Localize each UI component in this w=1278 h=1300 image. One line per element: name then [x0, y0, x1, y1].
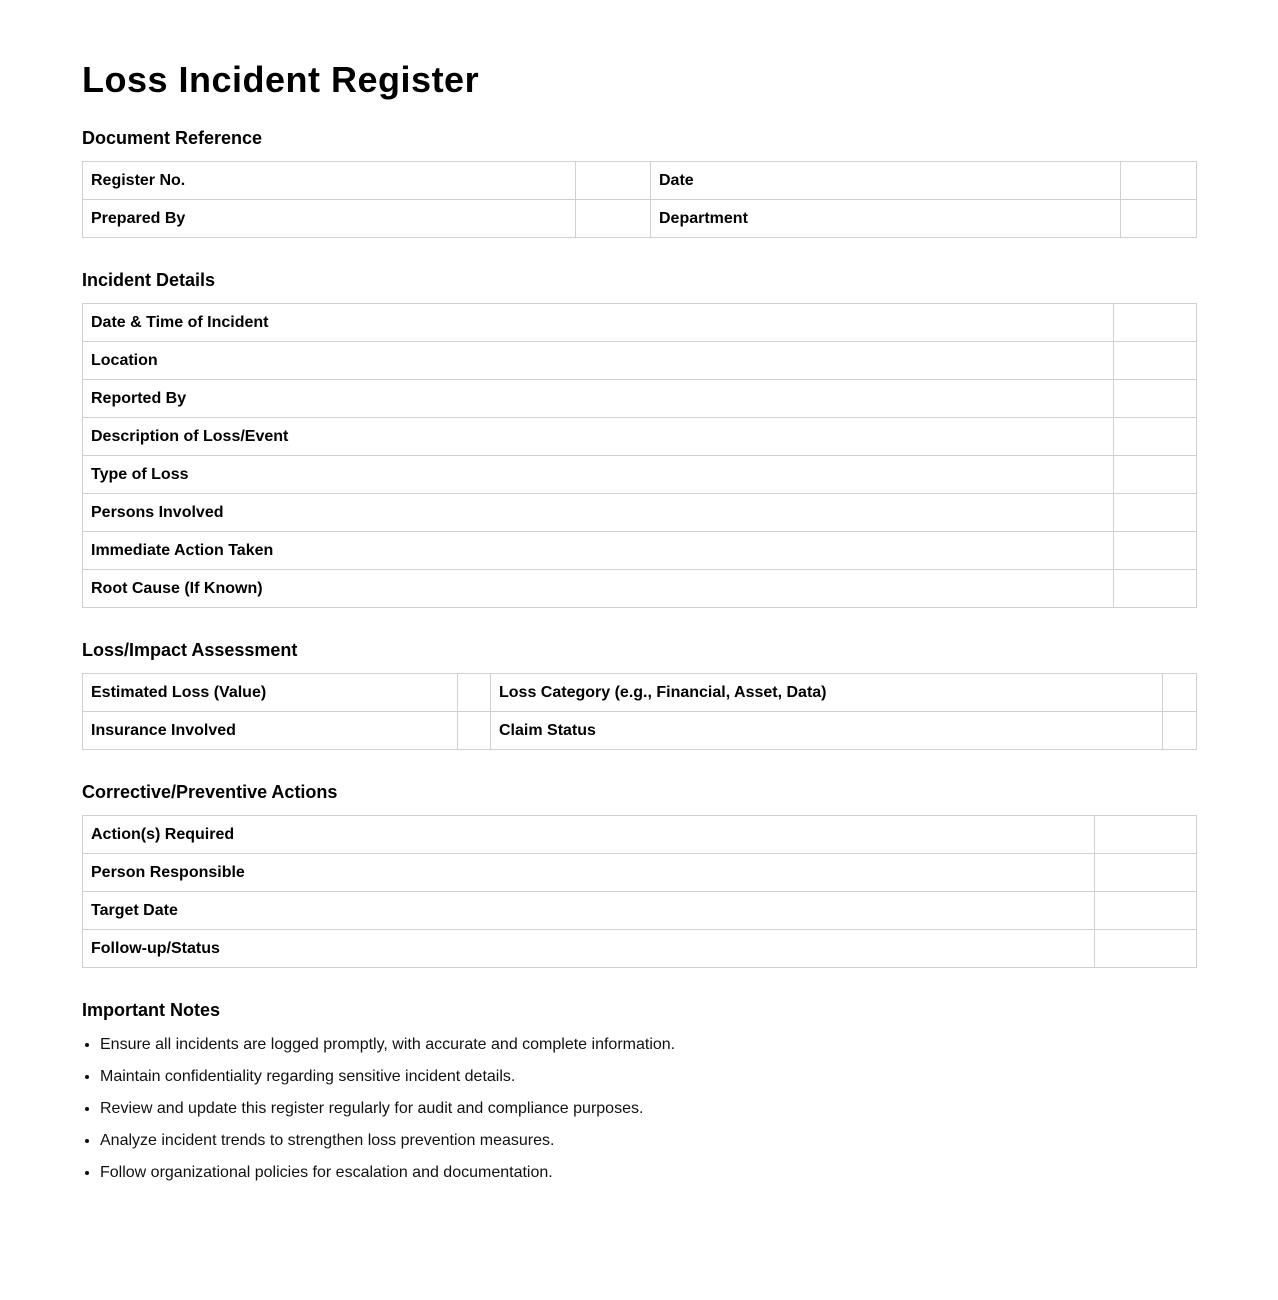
reference-table [82, 161, 1197, 238]
root-cause-field[interactable] [1114, 570, 1197, 608]
table-row [83, 380, 1197, 418]
field-label: Target Date [83, 892, 1095, 930]
table-row [83, 892, 1197, 930]
field-label: Type of Loss [83, 456, 1114, 494]
location-field[interactable] [1114, 342, 1197, 380]
table-row [83, 342, 1197, 380]
description-field[interactable] [1114, 418, 1197, 456]
table-row [83, 816, 1197, 854]
page-title: Loss Incident Register [82, 59, 480, 100]
table-row [83, 674, 1197, 712]
table-row [83, 570, 1197, 608]
table-row [83, 456, 1197, 494]
field-label: Date & Time of Incident [83, 304, 1114, 342]
person-responsible-field[interactable] [1095, 854, 1197, 892]
table-row [83, 200, 1197, 238]
follow-up-status-field[interactable] [1095, 930, 1197, 968]
prepared-by-field[interactable] [576, 200, 651, 238]
assessment-table [82, 673, 1197, 750]
table-row [83, 162, 1197, 200]
field-label: Reported By [83, 380, 1114, 418]
field-label: Insurance Involved [83, 712, 458, 750]
table-row [83, 854, 1197, 892]
field-label: Estimated Loss (Value) [83, 674, 458, 712]
field-label: Department [651, 200, 1121, 238]
field-label: Location [83, 342, 1114, 380]
department-field[interactable] [1121, 200, 1197, 238]
field-label: Root Cause (If Known) [83, 570, 1114, 608]
section-heading-assessment: Loss/Impact Assessment [82, 640, 298, 660]
field-label: Person Responsible [83, 854, 1095, 892]
table-row [83, 930, 1197, 968]
actions-required-field[interactable] [1095, 816, 1197, 854]
field-label: Persons Involved [83, 494, 1114, 532]
field-label: Description of Loss/Event [83, 418, 1114, 456]
date-field[interactable] [1121, 162, 1197, 200]
field-label: Loss Category (e.g., Financial, Asset, Data) [491, 674, 1163, 712]
estimated-loss-field[interactable] [458, 674, 491, 712]
list-item: • Analyze incident trends to strengthen loss prevention measures. [100, 1125, 1196, 1157]
persons-involved-field[interactable] [1114, 494, 1197, 532]
actions-table [82, 815, 1197, 968]
incident-datetime-field[interactable] [1114, 304, 1197, 342]
table-row [83, 532, 1197, 570]
immediate-action-field[interactable] [1114, 532, 1197, 570]
type-of-loss-field[interactable] [1114, 456, 1197, 494]
table-row [83, 418, 1197, 456]
target-date-field[interactable] [1095, 892, 1197, 930]
field-label: Immediate Action Taken [83, 532, 1114, 570]
section-heading-incident: Incident Details [82, 270, 216, 290]
notes-list [82, 1029, 1196, 1189]
field-label: Date [651, 162, 1121, 200]
table-row [83, 304, 1197, 342]
field-label: Follow-up/Status [83, 930, 1095, 968]
list-item: • Review and update this register regularly for audit and compliance purposes. [100, 1093, 1196, 1125]
insurance-involved-field[interactable] [458, 712, 491, 750]
section-heading-actions: Corrective/Preventive Actions [82, 782, 338, 802]
table-row [83, 712, 1197, 750]
list-item: • Maintain confidentiality regarding sensitive incident details. [100, 1061, 1196, 1093]
reported-by-field[interactable] [1114, 380, 1197, 418]
incident-table [82, 303, 1197, 608]
section-heading-notes: Important Notes [82, 1000, 221, 1020]
field-label: Claim Status [491, 712, 1163, 750]
field-label: Prepared By [83, 200, 576, 238]
field-label: Register No. [83, 162, 576, 200]
loss-category-field[interactable] [1163, 674, 1197, 712]
field-label: Action(s) Required [83, 816, 1095, 854]
list-item: • Follow organizational policies for escalation and documentation. [100, 1157, 1196, 1189]
register-no-field[interactable] [576, 162, 651, 200]
section-heading-reference: Document Reference [82, 128, 263, 148]
table-row [83, 494, 1197, 532]
list-item: • Ensure all incidents are logged promptly, with accurate and complete information. [100, 1029, 1196, 1061]
claim-status-field[interactable] [1163, 712, 1197, 750]
